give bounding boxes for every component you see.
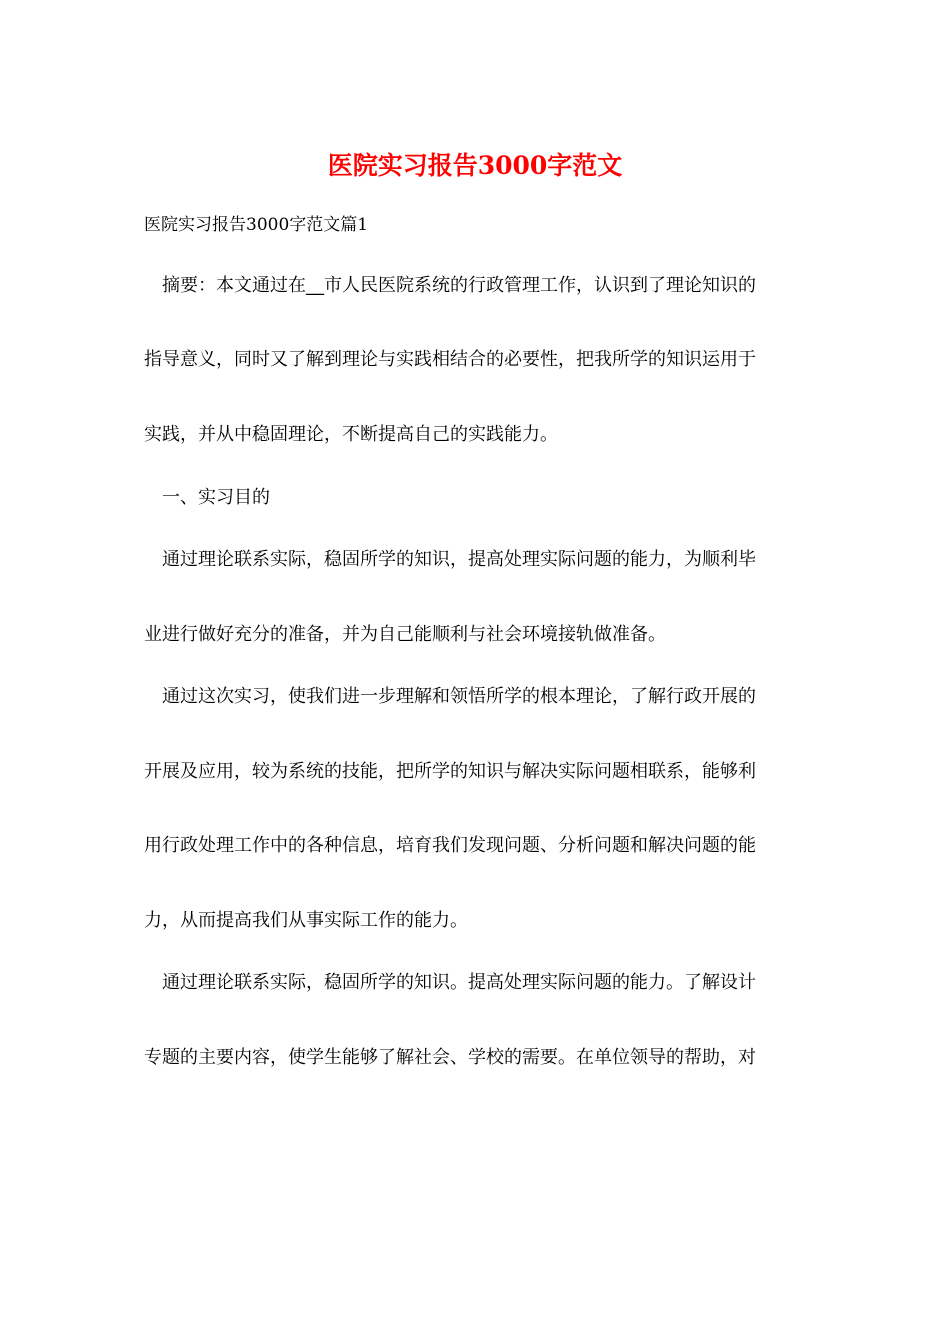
paragraph-2-line-2: 开展及应用，较为系统的技能，把所学的知识与解决实际问题相联系，能够利 <box>144 761 756 782</box>
paragraph-3-line-2: 专题的主要内容，使学生能够了解社会、学校的需要。在单位领导的帮助，对 <box>144 1047 756 1068</box>
abstract-line-3: 实践，并从中稳固理论，不断提高自己的实践能力。 <box>144 424 558 445</box>
section-heading: 一、实习目的 <box>162 487 270 508</box>
paragraph-2-line-4: 力，从而提高我们从事实际工作的能力。 <box>144 910 468 931</box>
paragraph-1-line-1: 通过理论联系实际，稳固所学的知识，提高处理实际问题的能力，为顺利毕 <box>162 549 756 570</box>
abstract-line-2: 指导意义，同时又了解到理论与实践相结合的必要性，把我所学的知识运用于 <box>144 349 756 370</box>
abstract-line-1: 摘要：本文通过在__市人民医院系统的行政管理工作，认识到了理论知识的 <box>162 275 756 296</box>
paragraph-1-line-2: 业进行做好充分的准备，并为自己能顺利与社会环境接轨做准备。 <box>144 624 666 645</box>
document-subtitle: 医院实习报告3000字范文篇1 <box>144 215 369 235</box>
document-title: 医院实习报告3000字范文 <box>327 151 623 180</box>
paragraph-2-line-3: 用行政处理工作中的各种信息，培育我们发现问题、分析问题和解决问题的能 <box>144 835 756 856</box>
paragraph-2-line-1: 通过这次实习，使我们进一步理解和领悟所学的根本理论，了解行政开展的 <box>162 686 756 707</box>
paragraph-3-line-1: 通过理论联系实际，稳固所学的知识。提高处理实际问题的能力。了解设计 <box>162 972 756 993</box>
